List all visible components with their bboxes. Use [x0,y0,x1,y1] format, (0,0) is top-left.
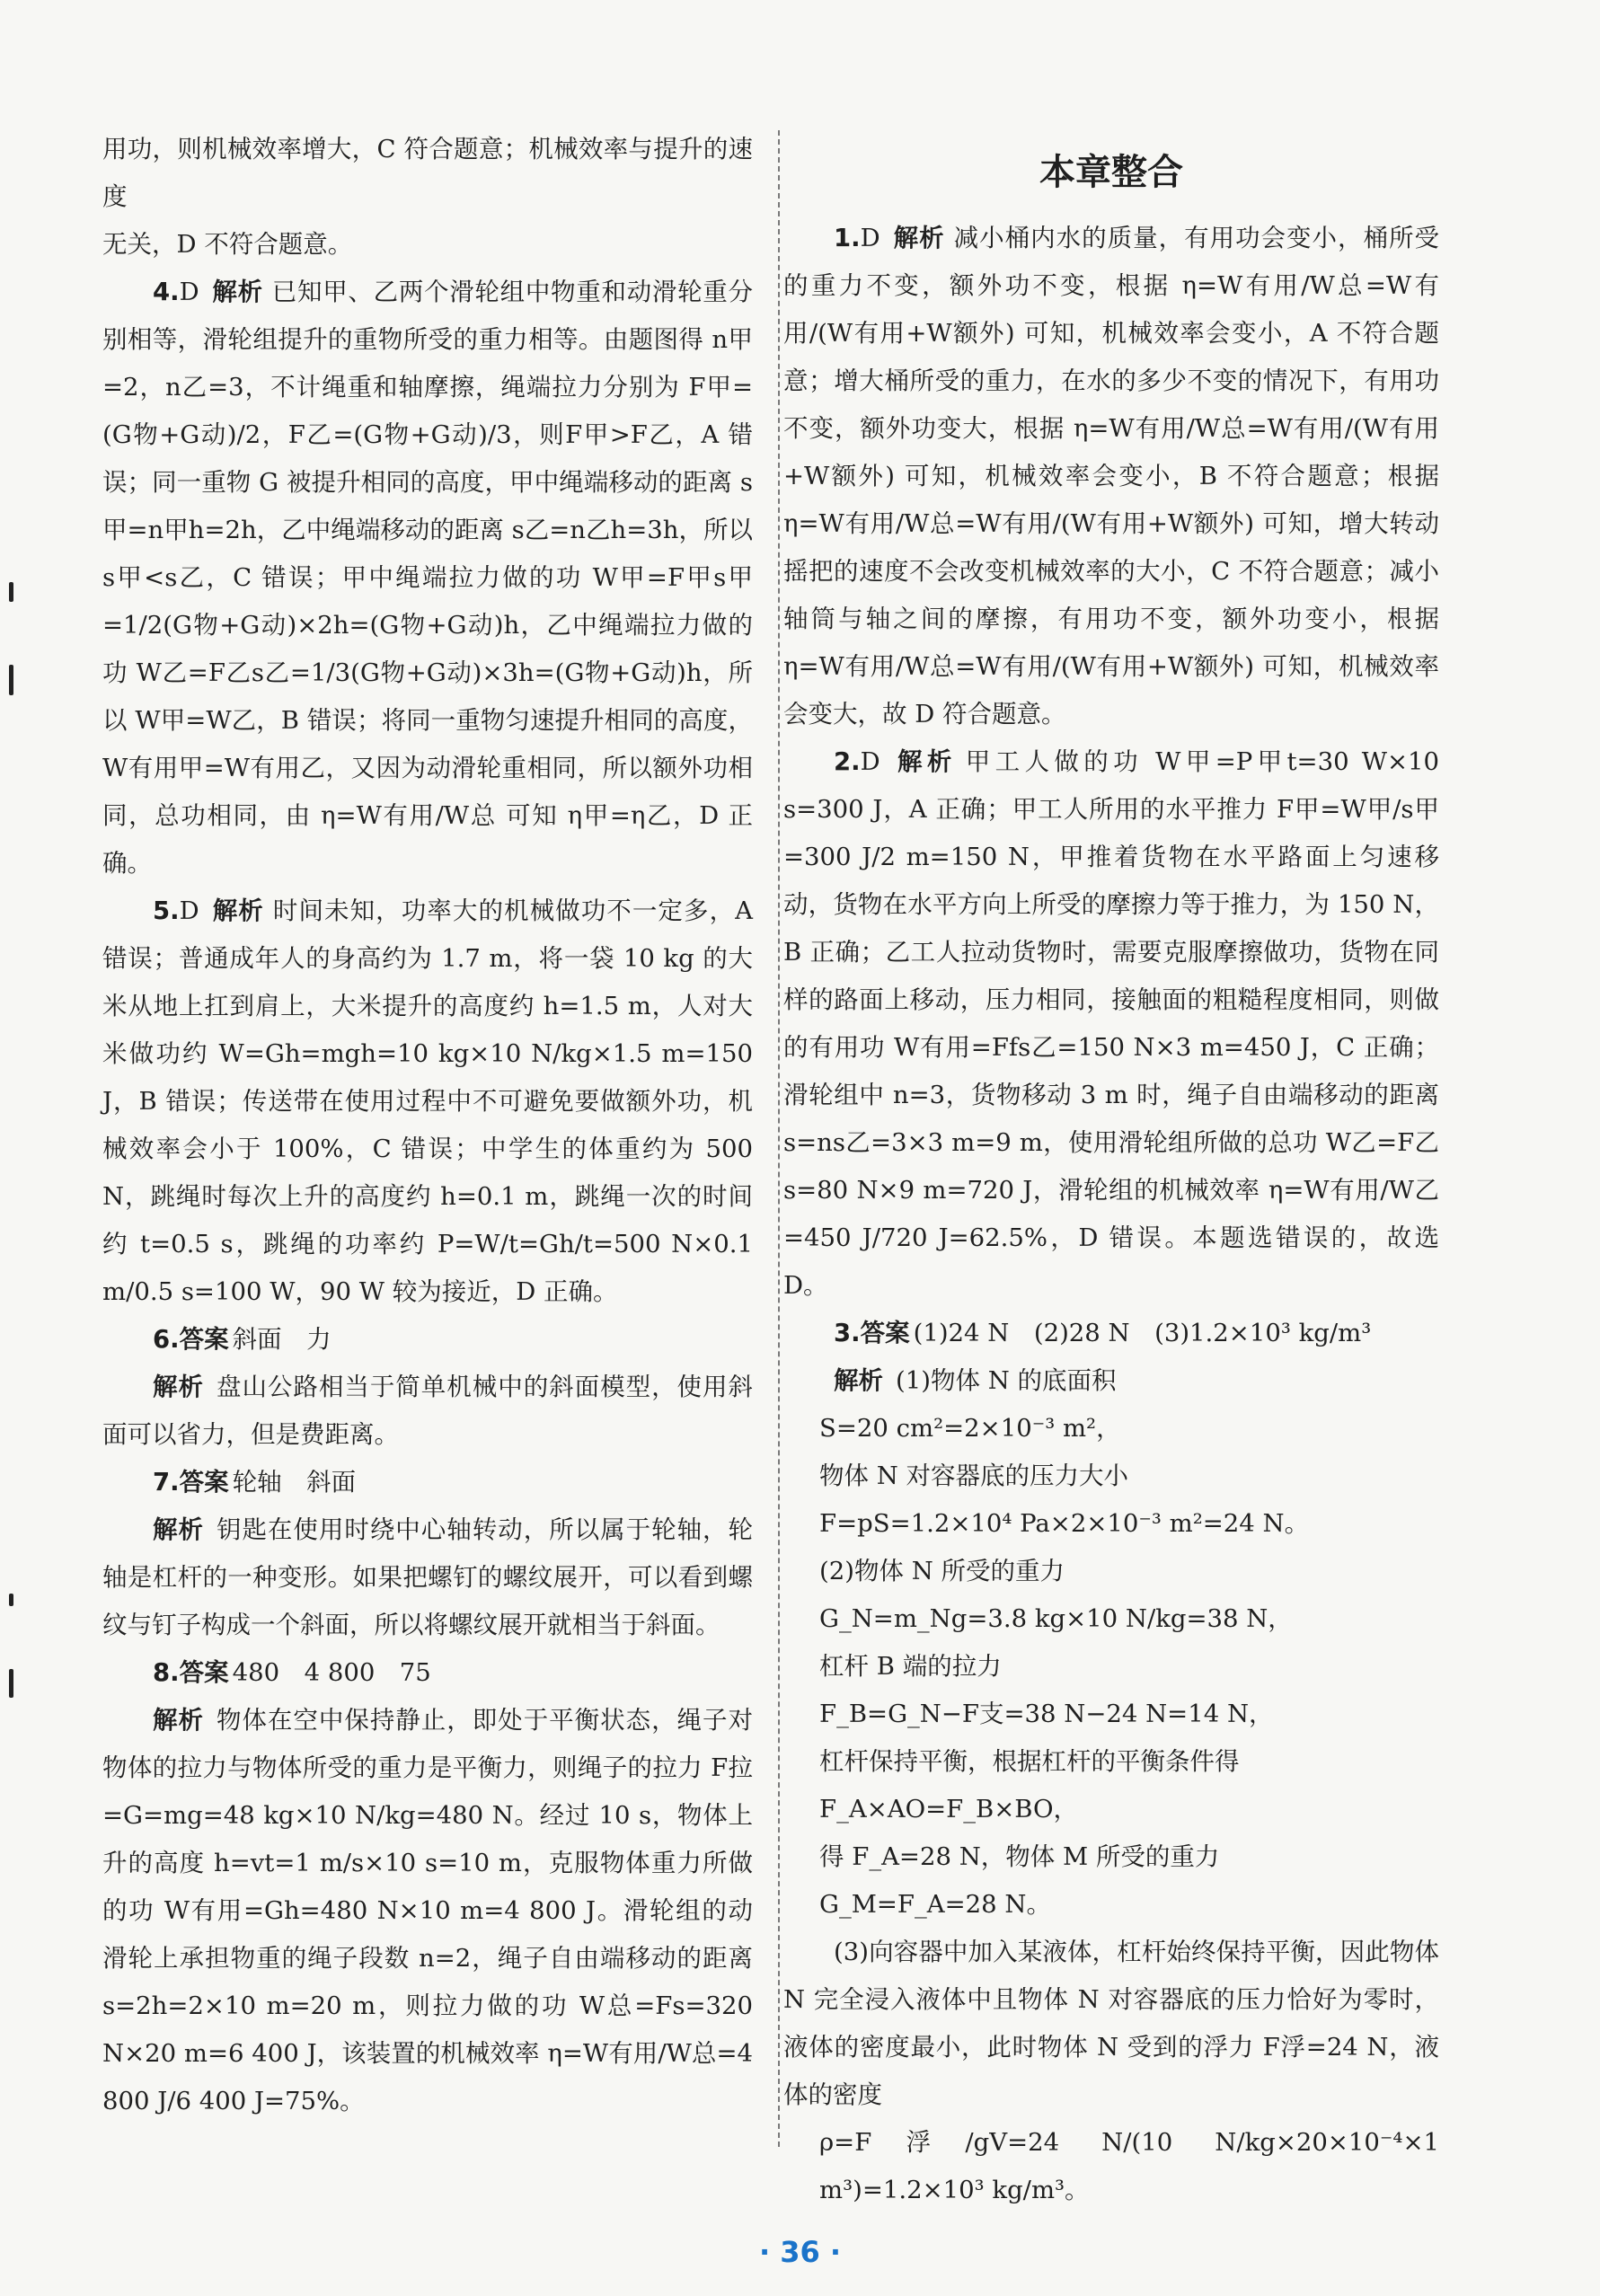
question-4 [102,269,753,887]
scan-mark [9,665,13,695]
analysis-step: (2)物体 N 所受的重力 [819,1557,1065,1585]
analysis-step: 杠杆 B 端的拉力 [819,1652,1002,1681]
analysis-step: 物体 N 对容器底的压力大小 [819,1461,1129,1490]
analysis-label: 解析 [892,747,957,776]
question-1 [783,215,1439,738]
analysis-label: 解析 [211,896,264,925]
question-3-analysis [783,1357,1439,1405]
analysis-step: G_N=m_Ng=3.8 kg×10 N/kg=38 N， [819,1604,1293,1633]
question-8-answer [102,1649,753,1697]
scan-mark [9,582,13,602]
analysis-label: 解析 [153,1706,204,1735]
analysis-text: 盘山公路相当于简单机械中的斜面模型，使用斜面可以省力，但是费距离。 [102,1373,754,1449]
question-7-analysis [102,1506,753,1649]
question-number: 8. [153,1658,180,1687]
right-column [783,126,1439,2214]
question-answer: 斜面 力 [232,1325,331,1354]
answer-label: 答案 [179,1468,229,1497]
analysis-part-3: (3)向容器中加入某液体，杠杆始终保持平衡，因此物体 N 完全浸入液体中且物体 N 对容器底的压力恰好为零时，液体的密度最小，此时物体 N 受到的浮力 F浮=24 N，液体的密度 [783,1938,1439,2109]
scan-mark [9,1594,13,1606]
analysis-label: 解析 [211,278,263,306]
analysis-step: 得 F_A=28 N，物体 M 所受的重力 [819,1842,1220,1871]
question-number: 1. [834,224,861,252]
continuation-line: 用功，则机械效率增大，C 符合题意；机械效率与提升的速度 [102,135,753,211]
analysis-label: 解析 [153,1515,204,1544]
question-5 [102,887,753,1316]
question-3-answer [783,1310,1439,1357]
question-7-answer [102,1459,753,1506]
question-answer: D [860,747,880,776]
question-answer: (1)24 N (2)28 N (3)1.2×10³ kg/m³ [913,1319,1372,1347]
analysis-text: 甲工人做的功 W甲=P甲t=30 W×10 s=300 J，A 正确；甲工人所用的水平推力 F甲=W甲/s甲=300 J/2 m=150 N，甲推着货物在水平路面上匀速移动，货物在水平方向上所受的摩擦力等于推力，为 150 N，B 正确；乙工人拉动货物时，需要克服摩擦做功，货物在同样的路面上移动，压力相同，接触面的粗糙程度相同，则做的有用功 W有用=Ffs乙=150 N×3 m=450 J，C 正确；滑轮组中 n=3，货物移动 3 m 时，绳子自由端移动的距离 s=ns乙=3×3 m=9 m，使用滑轮组所做的总功 W乙=F乙s=80 N×9 m=720 J，滑轮组的机械效率 η=W有用/W乙=450 J/720 J=62.5%，D 错误。本题选错误的，故选 D。 [783,747,1440,1300]
question-number: 3. [834,1319,861,1347]
analysis-label: 解析 [153,1373,204,1401]
question-8-analysis [102,1697,753,2125]
analysis-step: G_M=F_A=28 N。 [819,1890,1051,1919]
analysis-text: 物体在空中保持静止，即处于平衡状态，绳子对物体的拉力与物体所受的重力是平衡力，则绳子的拉力 F拉=G=mg=48 kg×10 N/kg=480 N。经过 10 s，物体上升的高度 h=vt=1 m/s×10 s=10 m，克服物体重力所做的功 W有用=Gh=480 N×10 m=4 800 J。滑轮组的动滑轮上承担物重的绳子段数 n=2，绳子自由端移动的距离 s=2h=2×10 m=20 m，则拉力做的功 W总=Fs=320 N×20 m=6 400 J，该装置的机械效率 η=W有用/W总=4 800 J/6 400 J=75%。 [102,1706,754,2115]
column-divider [778,130,780,2147]
question-number: 7. [153,1468,180,1497]
question-number: 6. [153,1325,180,1354]
analysis-step: F_B=G_N−F支=38 N−24 N=14 N， [819,1700,1274,1728]
continuation-line: 无关，D 不符合题意。 [102,230,353,259]
analysis-text: 钥匙在使用时绕中心轴转动，所以属于轮轴，轮轴是杠杆的一种变形。如果把螺钉的螺纹展开，可以看到螺纹与钉子构成一个斜面，所以将螺纹展开就相当于斜面。 [102,1515,754,1639]
question-answer: D [179,278,199,306]
answer-label: 答案 [179,1658,229,1687]
question-2 [783,738,1439,1310]
left-column [102,126,753,2125]
answer-label: 答案 [860,1319,910,1347]
question-6-analysis [102,1364,753,1459]
analysis-label: 解析 [834,1366,883,1395]
answer-label: 答案 [179,1325,229,1354]
density-result: ρ=F浮/gV=24 N/(10 N/kg×20×10⁻⁴×1 m³)=1.2×10³ kg/m³。 [819,2128,1439,2204]
analysis-text: 减小桶内水的质量，有用功会变小，桶所受的重力不变，额外功不变，根据 η=W有用/W总=W有用/(W有用+W额外) 可知，机械效率会变小，A 不符合题意；增大桶所受的重力，在水的多少不变的情况下，有用功不变，额外功变大，根据 η=W有用/W总=W有用/(W有用+W额外) 可知，机械效率会变小，B 不符合题意；根据 η=W有用/W总=W有用/(W有用+W额外) 可知，增大转动摇把的速度不会改变机械效率的大小，C 不符合题意；减小轴筒与轴之间的摩擦，有用功不变，额外功变小，根据 η=W有用/W总=W有用/(W有用+W额外) 可知，机械效率会变大，故 D 符合题意。 [783,224,1440,729]
question-6-answer [102,1316,753,1364]
scan-mark [9,1669,13,1698]
question-answer: 轮轴 斜面 [232,1468,357,1497]
question-answer: D [860,224,880,252]
question-number: 2. [834,747,861,776]
page-number: · 36 · [758,2235,842,2269]
analysis-step: (1)物体 N 的底面积 [896,1366,1117,1395]
question-answer: D [179,896,199,925]
question-answer: 480 4 800 75 [232,1658,431,1687]
analysis-step: 杠杆保持平衡，根据杠杆的平衡条件得 [819,1747,1240,1776]
analysis-text: 已知甲、乙两个滑轮组中物重和动滑轮重分别相等，滑轮组提升的重物所受的重力相等。由题图得 n甲=2，n乙=3，不计绳重和轴摩擦，绳端拉力分别为 F甲=(G物+G动)/2，F乙=(G物+G动)/3，则F甲>F乙，A 错误；同一重物 G 被提升相同的高度，甲中绳端移动的距离 s甲=n甲h=2h，乙中绳端移动的距离 s乙=n乙h=3h，所以 s甲<s乙，C 错误；甲中绳端拉力做的功 W甲=F甲s甲=1/2(G物+G动)×2h=(G物+G动)h，乙中绳端拉力做的功 W乙=F乙s乙=1/3(G物+G动)×3h=(G物+G动)h，所以 W甲=W乙，B 错误；将同一重物匀速提升相同的高度，W有用甲=W有用乙，又因为动滑轮重相同，所以额外功相同，总功相同，由 η=W有用/W总 可知 η甲=η乙，D 正确。 [102,278,754,878]
analysis-step: S=20 cm²=2×10⁻³ m²， [819,1414,1121,1443]
section-title: 本章整合 [1039,152,1183,193]
analysis-step: F=pS=1.2×10⁴ Pa×2×10⁻³ m²=24 N。 [819,1509,1310,1538]
analysis-text: 时间未知，功率大的机械做功不一定多，A 错误；普通成年人的身高约为 1.7 m，将一袋 10 kg 的大米从地上扛到肩上，大米提升的高度约 h=1.5 m，人对大米做功约 W=Gh=mgh=10 kg×10 N/kg×1.5 m=150 J，B 错误；传送带在使用过程中不可避免要做额外功，机械效率会小于 100%，C 错误；中学生的体重约为 500 N，跳绳时每次上升的高度约 h=0.1 m，跳绳一次的时间约 t=0.5 s，跳绳的功率约 P=W/t=Gh/t=500 N×0.1 m/0.5 s=100 W，90 W 较为接近，D 正确。 [102,896,754,1306]
analysis-step: F_A×AO=F_B×BO， [819,1795,1079,1824]
analysis-label: 解析 [892,224,945,252]
question-number: 4. [153,278,180,306]
question-number: 5. [153,896,180,925]
